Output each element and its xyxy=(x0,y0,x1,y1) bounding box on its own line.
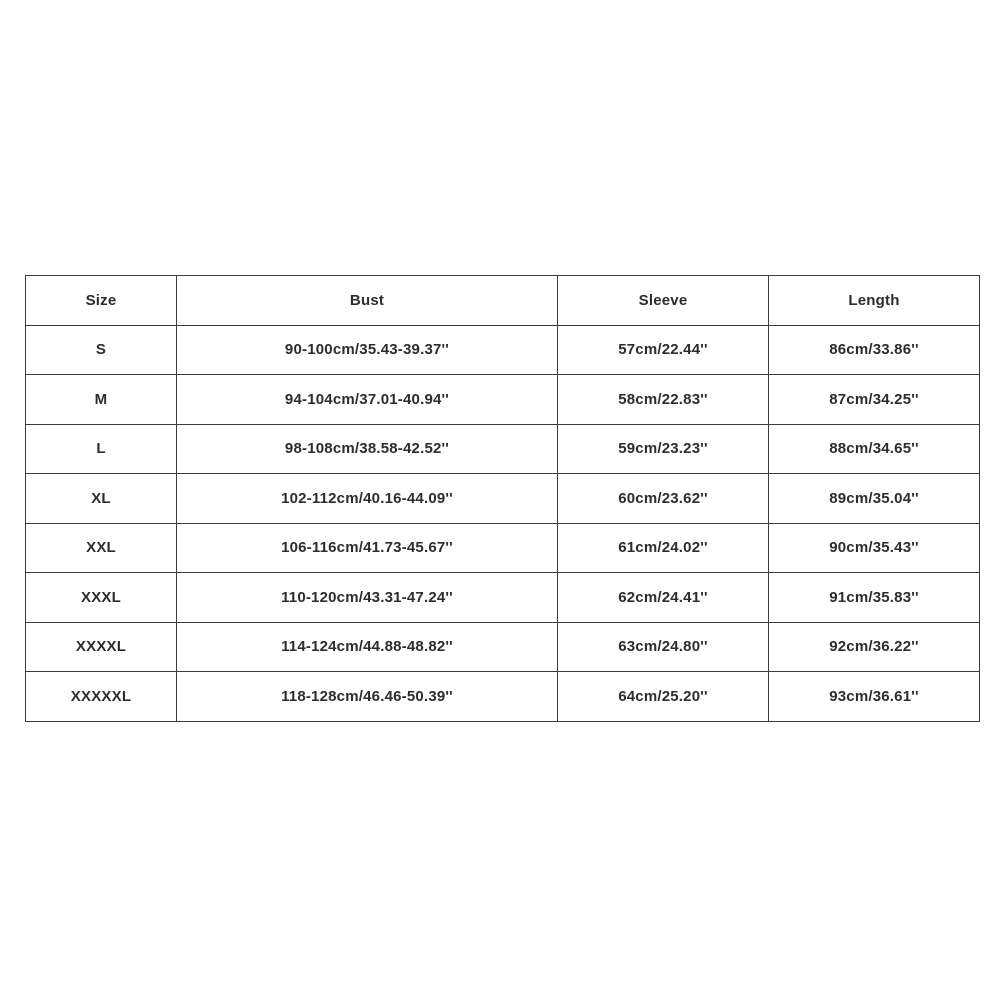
table-row xyxy=(26,474,980,524)
table-row xyxy=(26,523,980,573)
table-row xyxy=(26,325,980,375)
cell-bust: 110-120cm/43.31-47.24'' xyxy=(177,573,558,623)
cell-sleeve: 58cm/22.83'' xyxy=(558,375,769,425)
cell-length: 91cm/35.83'' xyxy=(769,573,980,623)
cell-bust: 98-108cm/38.58-42.52'' xyxy=(177,424,558,474)
cell-length: 88cm/34.65'' xyxy=(769,424,980,474)
cell-sleeve: 62cm/24.41'' xyxy=(558,573,769,623)
header-length: Length xyxy=(769,276,980,326)
size-chart-header xyxy=(26,276,980,326)
cell-length: 92cm/36.22'' xyxy=(769,622,980,672)
size-chart-table xyxy=(25,275,980,722)
cell-sleeve: 64cm/25.20'' xyxy=(558,672,769,722)
header-row xyxy=(26,276,980,326)
cell-size: S xyxy=(26,325,177,375)
cell-bust: 106-116cm/41.73-45.67'' xyxy=(177,523,558,573)
cell-bust: 90-100cm/35.43-39.37'' xyxy=(177,325,558,375)
cell-size: XXXXL xyxy=(26,622,177,672)
cell-size: L xyxy=(26,424,177,474)
cell-length: 87cm/34.25'' xyxy=(769,375,980,425)
cell-size: XL xyxy=(26,474,177,524)
cell-sleeve: 63cm/24.80'' xyxy=(558,622,769,672)
cell-size: M xyxy=(26,375,177,425)
table-row xyxy=(26,622,980,672)
table-row xyxy=(26,672,980,722)
table-row xyxy=(26,573,980,623)
cell-bust: 102-112cm/40.16-44.09'' xyxy=(177,474,558,524)
header-bust: Bust xyxy=(177,276,558,326)
cell-size: XXXXXL xyxy=(26,672,177,722)
cell-sleeve: 61cm/24.02'' xyxy=(558,523,769,573)
table-row xyxy=(26,424,980,474)
header-sleeve: Sleeve xyxy=(558,276,769,326)
table-row xyxy=(26,375,980,425)
cell-sleeve: 60cm/23.62'' xyxy=(558,474,769,524)
cell-length: 89cm/35.04'' xyxy=(769,474,980,524)
cell-sleeve: 59cm/23.23'' xyxy=(558,424,769,474)
cell-sleeve: 57cm/22.44'' xyxy=(558,325,769,375)
cell-size: XXL xyxy=(26,523,177,573)
cell-length: 93cm/36.61'' xyxy=(769,672,980,722)
cell-bust: 94-104cm/37.01-40.94'' xyxy=(177,375,558,425)
cell-size: XXXL xyxy=(26,573,177,623)
cell-bust: 118-128cm/46.46-50.39'' xyxy=(177,672,558,722)
cell-length: 90cm/35.43'' xyxy=(769,523,980,573)
cell-bust: 114-124cm/44.88-48.82'' xyxy=(177,622,558,672)
header-size: Size xyxy=(26,276,177,326)
size-chart-body xyxy=(26,325,980,721)
cell-length: 86cm/33.86'' xyxy=(769,325,980,375)
